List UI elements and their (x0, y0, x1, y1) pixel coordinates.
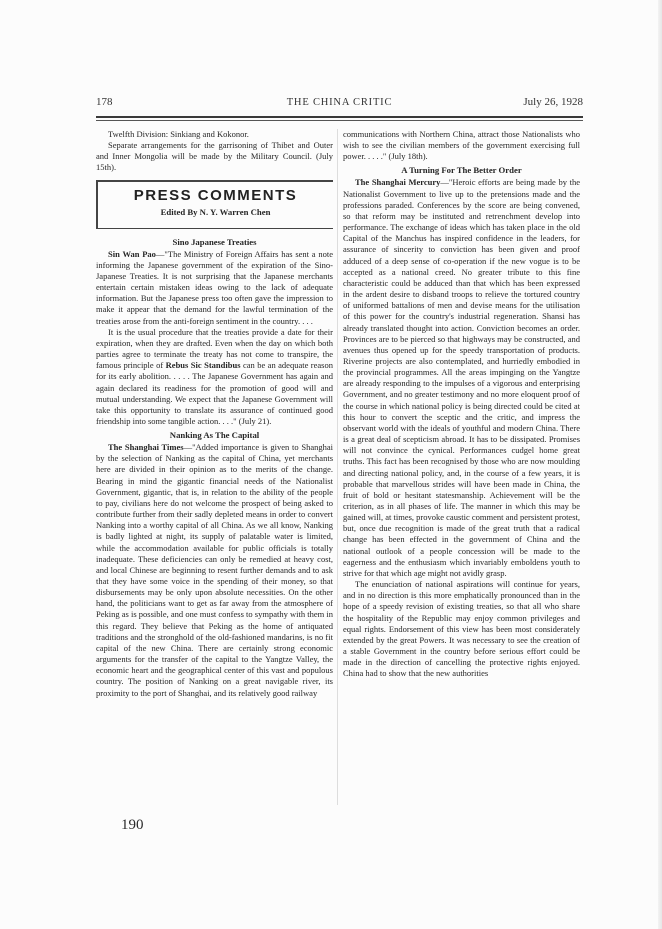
header-rule-thin (96, 120, 583, 121)
column-divider (337, 129, 338, 805)
page-edge (658, 0, 662, 929)
article-text: can be an adequate reason for its early abolition. . . . . The Japanese Government has again and again declared its readiness for the promotion of good will and mutual understanding. We expect that the Japanese Government will take this opportunity to translate its assurance of continued good friendship into some tangible action. . . ." (July 21). (96, 360, 333, 426)
article-paragraph (96, 327, 333, 427)
intro-line: Twelfth Division: Sinkiang and Kokonor. (108, 129, 249, 139)
press-comments-editor: Edited By N. Y. Warren Chen (160, 206, 271, 217)
article-text: —"The Ministry of Foreign Affairs has sent a note informing the Japanese government of the expiration of the Sino-Japanese Treaties. It is not surprising that the Japanese merchants entertain certain mistaken ideas owing to the lack of adequate information. But the Japanese press too often gave the impression to make it appear that the demand for the lawful termination of the treaties arose from the anti-foreign sentiment in the country. . . . (96, 248, 333, 326)
section-heading: Sino Japanese Treaties (172, 236, 257, 247)
article-text: It is the usual procedure that the treaties provide a date for their expiration, when they are drafted. Even when the day on which both parties agree to terminate the treaty has not come to transpire, the famous principle of (96, 326, 333, 371)
header-journal-title: THE CHINA CRITIC (286, 97, 393, 108)
section-heading: Nanking As The Capital (169, 430, 260, 441)
right-column (343, 129, 580, 809)
press-comments-title: PRESS COMMENTS (133, 186, 298, 204)
source-name: The Shanghai Times (108, 442, 184, 453)
article-paragraph (96, 442, 333, 699)
article-paragraph: The enunciation of national aspirations will continue for years, and in no direction is this more emphatically pronounced than in the hope of a speedy revision of existing treaties, so that all who share the hospitality of the Republic may enjoy common privileges and equal rights. Endorsement of this view has been most considerately extended by the great Powers. It was necessary to see the creation of a stable Government in the country before serious effort could be made in the direction of cancelling the protective rights enjoyed. China had to show that the new authorities (343, 579, 580, 679)
section-heading: A Turning For The Better Order (401, 165, 522, 176)
article-text: —"Heroic efforts are being made by the Nationalist Government to live up to the pretensions made and the professions paraded. Conferences by the score are being convened, so that reform may be instituted and retrenchment develop into performance. The exchange of ideas which has taken place in the old Capital of the Manchus has inspired confidence in the leaders, for assurance of sincerity to conviction has been given and proof adduced of a deep sense of co-operation if the new vogue is to be accepted as a national creed. No greater tribute to this fine characteristic could be adduced than that which has been expressed in the ardent desire to disband troops to relieve the tortured country of uniformed battalions of men and devise means for the utilisation of this power for the country's industrial regeneration. Shansi has already translated thought into action. Conviction becomes an order. Provinces are to be pierced so that highways may be constructed, and avenues thus opened up for the speedy transportation of products. Riverine projects are also contemplated, and hurriedly embodied in the provincial programmes. All the areas impinging on the Yangtze are already responding to the impulses of a vigorous and enterprising Government, and no greater testimony and no more eloquent proof of the course in which national policy is being directed could be cited at this hour to convert the sceptic and the critic, and impress the observant world with the ideals of youthful and modern China. There is a great deal of scepticism abroad. It has to be dissipated. Promises will not convince the cynical. Performances cudgel home great truths. This fact has been recognised by those who are now moulding and directing national policy, and, in the course of a few years, it is probable that marvellous strides will have been made in China, the fruit of bold or hesitant statesmanship. Achievement will be the criterion, as in all phases of life. The manner in which this may be gained will, at times, provoke caustic comment and persistent protest, but, once due recognition is made of the great truth that a radical change has been effected in the government of China and the national outlook of a people concession will be made to the eagerness and the enthusiasm which invariably emboldens youth to strive for that which age might not avidly grasp. (343, 177, 580, 578)
running-header (96, 96, 583, 112)
left-column (96, 129, 333, 809)
header-page-number: 178 (96, 96, 113, 108)
article-paragraph (343, 177, 580, 579)
latin-phrase: Rebus Sic Standibus (165, 360, 241, 371)
header-rule-thick (96, 116, 583, 118)
source-name: Sin Wan Pao (108, 248, 156, 259)
header-date: July 26, 1928 (523, 96, 583, 108)
article-paragraph (96, 249, 333, 327)
folio-number: 190 (121, 817, 144, 833)
article-paragraph: communications with Northern China, attract those Nationalists who wish to see the civilian members of the government exercising full power. . . . ." (July 18th). (343, 129, 580, 162)
press-comments-box (96, 180, 333, 229)
source-name: The Shanghai Mercury (355, 177, 441, 188)
intro-paragraph: Separate arrangements for the garrisoning of Thibet and Outer and Inner Mongolia will be made by the Military Council. (July 15th). (96, 140, 333, 173)
article-text: —"Added importance is given to Shanghai by the selection of Nanking as the capital of China, yet merchants here are divided in their opinion as to the merits of the change. Bearing in mind the gigantic financial needs of the Nationalist Government, gigantic, that is, in relation to the ability of the people to pay, civilians here do not welcome the prospect of being asked to contribute further from their sadly depleted means in order to convert Nanking into a worthy capital of all China. As we all know, Nanking is badly lighted at night, its supply of palatable water is limited, while the accommodation available for public officials is totally inadequate. These deficiencies can only be remedied at heavy cost, and local Chinese are beginning to resent further demands and to ask that they have some voice in the spending of their money, so that disbursements may be only upon absolute necessities. On the other hand, the politicians want to get as far away from the atmosphere of Peking as is possible, and one must confess to sympathy with them in this regard. They believe that Peking as the home of antiquated traditions and the stronghold of the old-fashioned mandarins, is no fit capital of the new China. There are certainly strong economic arguments for the transfer of the capital to the Yangtze Valley, the economic heart and the geographical center of this vast and populous country. The position of Nanking on a great navigable river, its proximity to the port of Shanghai, and its relatively good railway (96, 442, 333, 698)
